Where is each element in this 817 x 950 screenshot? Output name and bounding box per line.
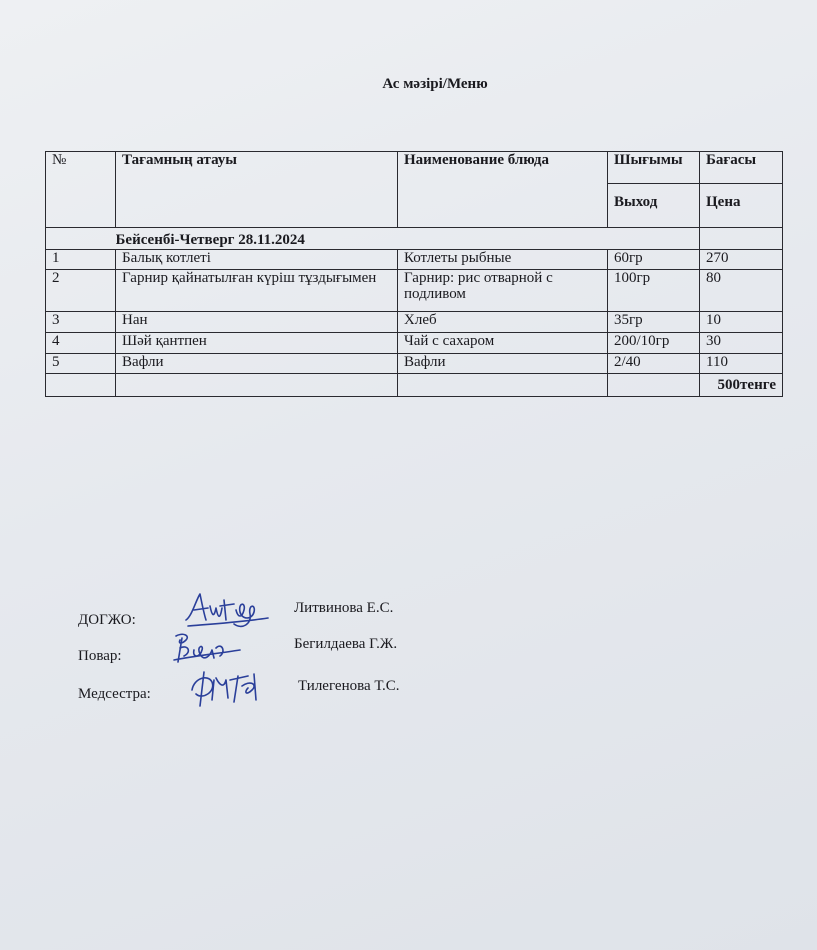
signature-row bbox=[78, 634, 478, 664]
row-yield: 35гр bbox=[608, 312, 700, 333]
day-label: Бейсенбі-Четверг 28.11.2024 bbox=[116, 228, 700, 250]
header-price-ru: Цена bbox=[700, 184, 783, 228]
menu-table bbox=[45, 151, 783, 397]
signature-role: ДОГЖО: bbox=[78, 612, 136, 628]
header-num: № bbox=[46, 152, 116, 228]
signature-role: Медсестра: bbox=[78, 686, 151, 702]
table-row bbox=[46, 333, 783, 354]
signature-mark bbox=[170, 630, 244, 670]
row-num: 4 bbox=[46, 333, 116, 354]
signature-name: Бегилдаева Г.Ж. bbox=[294, 636, 398, 652]
row-price: 110 bbox=[700, 354, 783, 374]
row-name-ru: Вафли bbox=[398, 354, 608, 374]
row-num: 2 bbox=[46, 270, 116, 312]
table-row bbox=[46, 312, 783, 333]
signature-row bbox=[78, 598, 478, 628]
table-row bbox=[46, 270, 783, 312]
row-name-ru: Чай с сахаром bbox=[398, 333, 608, 354]
row-price: 30 bbox=[700, 333, 783, 354]
row-name-kz: Вафли bbox=[116, 354, 398, 374]
row-name-kz: Шәй қантпен bbox=[116, 333, 398, 354]
day-row bbox=[46, 228, 783, 250]
row-name-kz: Нан bbox=[116, 312, 398, 333]
row-yield: 2/40 bbox=[608, 354, 700, 374]
signature-mark bbox=[186, 666, 266, 712]
table-row bbox=[46, 250, 783, 270]
header-name-ru: Наименование блюда bbox=[398, 152, 608, 228]
row-yield: 100гр bbox=[608, 270, 700, 312]
signature-name: Литвинова Е.С. bbox=[294, 600, 394, 616]
header-yield-ru: Выход bbox=[608, 184, 700, 228]
row-name-kz: Балық котлеті bbox=[116, 250, 398, 270]
row-name-kz: Гарнир қайнатылған күріш тұздығымен bbox=[116, 270, 398, 312]
total-value: 500тенге bbox=[700, 374, 783, 397]
row-yield: 60гр bbox=[608, 250, 700, 270]
signature-name: Тилегенова Т.С. bbox=[298, 678, 400, 694]
row-num: 3 bbox=[46, 312, 116, 333]
row-price: 80 bbox=[700, 270, 783, 312]
header-price-kz: Бағасы bbox=[700, 152, 783, 184]
document-title: Ас мәзірі/Меню bbox=[382, 76, 488, 92]
row-num: 1 bbox=[46, 250, 116, 270]
header-yield-kz: Шығымы bbox=[608, 152, 700, 184]
row-name-ru: Хлеб bbox=[398, 312, 608, 333]
signature-block bbox=[78, 598, 478, 718]
signature-role: Повар: bbox=[78, 648, 122, 664]
row-price: 10 bbox=[700, 312, 783, 333]
signature-row bbox=[78, 672, 478, 702]
table-header-row bbox=[46, 152, 783, 184]
row-price: 270 bbox=[700, 250, 783, 270]
signature-mark bbox=[182, 590, 272, 632]
row-name-ru: Котлеты рыбные bbox=[398, 250, 608, 270]
row-yield: 200/10гр bbox=[608, 333, 700, 354]
table-row bbox=[46, 354, 783, 374]
row-name-ru: Гарнир: рис отварной с подливом bbox=[398, 270, 608, 312]
header-name-kz: Тағамның атауы bbox=[116, 152, 398, 228]
row-num: 5 bbox=[46, 354, 116, 374]
total-row bbox=[46, 374, 783, 397]
